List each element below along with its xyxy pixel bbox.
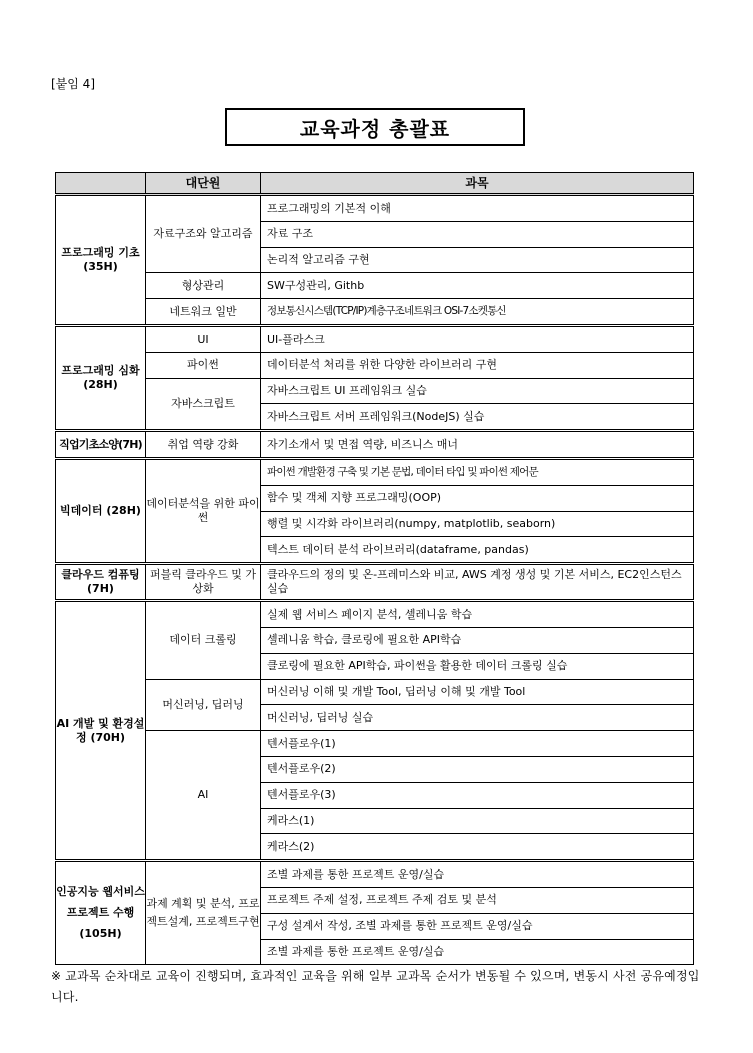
subject-cell: SW구성관리, Githb <box>261 273 694 299</box>
subject-cell: 클로링에 필요한 API학습, 파이썬을 활용한 데이터 크롤링 실습 <box>261 653 694 679</box>
category-cell: 인공지능 웹서비스 프로젝트 수행(105H) <box>56 861 146 965</box>
subject-cell: 구성 설계서 작성, 조별 과제를 통한 프로젝트 운영/실습 <box>261 913 694 939</box>
unit-cell: 취업 역량 강화 <box>146 431 261 459</box>
subject-cell: 논리적 알고리즘 구현 <box>261 247 694 273</box>
header-unit: 대단원 <box>146 173 261 195</box>
category-cell: 빅데이터 (28H) <box>56 458 146 563</box>
table-row <box>56 564 694 601</box>
table-row <box>56 431 694 459</box>
unit-cell: 네트워크 일반 <box>146 299 261 326</box>
subject-cell: 셀레니움 학습, 클로링에 필요한 API학습 <box>261 627 694 653</box>
page-title: 교육과정 총괄표 <box>225 108 525 146</box>
subject-cell: 실제 웹 서비스 페이지 분석, 셀레니움 학습 <box>261 601 694 628</box>
unit-cell: AI <box>146 731 261 861</box>
table-row <box>56 352 694 378</box>
category-cell: AI 개발 및 환경설정 (70H) <box>56 601 146 861</box>
subject-cell: 정보통신시스템(TCP/IP)계층구조네트워크 OSI-7소켓통신 <box>261 299 694 326</box>
unit-cell: 과제 계획 및 분석, 프로젝트설계, 프로젝트구현 <box>146 861 261 965</box>
subject-cell: 함수 및 객체 지향 프로그래밍(OOP) <box>261 485 694 511</box>
unit-cell: 파이썬 <box>146 352 261 378</box>
category-cell: 직업기초소양(7H) <box>56 431 146 459</box>
unit-cell: 자바스크립트 <box>146 378 261 431</box>
subject-cell: 케라스(1) <box>261 808 694 834</box>
subject-cell: 텐서플로우(2) <box>261 756 694 782</box>
unit-cell: 머신러닝, 딥러닝 <box>146 679 261 731</box>
unit-cell: 형상관리 <box>146 273 261 299</box>
table-row <box>56 731 694 757</box>
subject-cell: 머신러닝, 딥러닝 실습 <box>261 705 694 731</box>
category-cell: 클라우드 컴퓨팅(7H) <box>56 564 146 601</box>
header-blank <box>56 173 146 195</box>
subject-cell: 머신러닝 이해 및 개발 Tool, 딥러닝 이해 및 개발 Tool <box>261 679 694 705</box>
subject-cell: 데이터분석 처리를 위한 다양한 라이브러리 구현 <box>261 352 694 378</box>
unit-cell: 데이터분석을 위한 파이썬 <box>146 458 261 563</box>
table-row <box>56 299 694 326</box>
table-row <box>56 861 694 888</box>
unit-cell: 데이터 크롤링 <box>146 601 261 679</box>
subject-cell: 자기소개서 및 면접 역량, 비즈니스 매너 <box>261 431 694 459</box>
subject-cell: 프로젝트 주제 설정, 프로젝트 주제 검토 및 분석 <box>261 887 694 913</box>
table-row <box>56 601 694 628</box>
subject-cell: 자료 구조 <box>261 221 694 247</box>
subject-cell: 파이썬 개발환경 구축 및 기본 문법, 데이터 타입 및 파이썬 제어문 <box>261 458 694 485</box>
subject-cell: 텐서플로우(3) <box>261 782 694 808</box>
subject-cell: 텐서플로우(1) <box>261 731 694 757</box>
footnote: ※ 교과목 순차대로 교육이 진행되며, 효과적인 교육을 위해 일부 교과목 순서가 변동될 수 있으며, 변동시 사전 공유예정입니다. <box>51 969 700 1004</box>
subject-cell: 텍스트 데이터 분석 라이브러리(dataframe, pandas) <box>261 537 694 564</box>
subject-cell: 행렬 및 시각화 라이브러리(numpy, matplotlib, seaborn) <box>261 511 694 537</box>
curriculum-table <box>55 172 694 965</box>
subject-cell: UI-플라스크 <box>261 325 694 352</box>
category-cell: 프로그래밍 기초(35H) <box>56 195 146 326</box>
subject-cell: 조별 과제를 통한 프로젝트 운영/실습 <box>261 861 694 888</box>
subject-cell: 프로그래밍의 기본적 이해 <box>261 195 694 222</box>
table-row <box>56 195 694 222</box>
table-row <box>56 325 694 352</box>
subject-cell: 케라스(2) <box>261 834 694 861</box>
table-row <box>56 458 694 485</box>
unit-cell: UI <box>146 325 261 352</box>
unit-cell: 자료구조와 알고리즘 <box>146 195 261 273</box>
table-row <box>56 273 694 299</box>
table-row <box>56 378 694 404</box>
table-row <box>56 679 694 705</box>
subject-cell: 조별 과제를 통한 프로젝트 운영/실습 <box>261 939 694 965</box>
subject-cell: 자바스크립트 서버 프레임워크(NodeJS) 실습 <box>261 404 694 431</box>
unit-cell: 퍼블릭 클라우드 및 가상화 <box>146 564 261 601</box>
subject-cell: 클라우드의 정의 및 온-프레미스와 비교, AWS 계정 생성 및 기본 서비스, EC2인스턴스 실습 <box>261 564 694 601</box>
category-cell: 프로그래밍 심화(28H) <box>56 325 146 430</box>
table-header-row <box>56 173 694 195</box>
header-subject: 과목 <box>261 173 694 195</box>
subject-cell: 자바스크립트 UI 프레임워크 실습 <box>261 378 694 404</box>
attachment-label: [붙임 4] <box>51 77 95 91</box>
